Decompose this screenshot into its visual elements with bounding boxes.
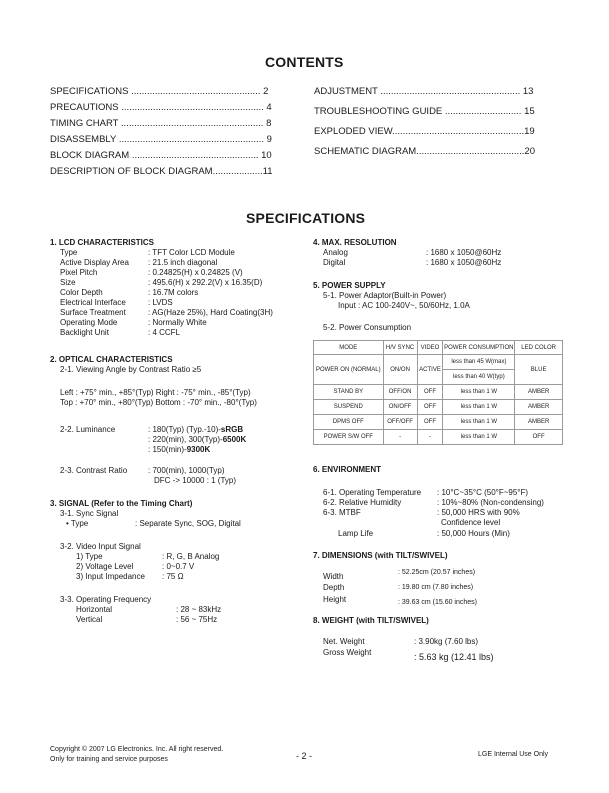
power-cell: less than 1 W bbox=[443, 415, 515, 430]
col-header-sync: H/V SYNC bbox=[383, 341, 417, 355]
lcd-surface-label: Surface Treatment bbox=[60, 308, 126, 317]
mode-cell: SUSPEND bbox=[314, 400, 384, 415]
analog-value: : 1680 x 1050@60Hz bbox=[426, 248, 502, 257]
toc-entry-specifications[interactable]: SPECIFICATIONS ................................................. 2 bbox=[50, 86, 269, 97]
toc-entry-description-block-diagram[interactable]: DESCRIPTION OF BLOCK DIAGRAM...................11 bbox=[50, 166, 273, 177]
input-impedance-value: : 75 Ω bbox=[162, 572, 184, 581]
led-cell: AMBER bbox=[515, 385, 563, 400]
lcd-mode-value: : Normally White bbox=[148, 318, 207, 327]
power-adaptor-label: 5-1. Power Adaptor(Built-in Power) bbox=[323, 291, 447, 300]
lcd-mode-label: Operating Mode bbox=[60, 318, 118, 327]
horizontal-freq-value: : 28 ~ 83kHz bbox=[176, 605, 222, 614]
mode-cell: STAND BY bbox=[314, 385, 384, 400]
contrast-label: 2-3. Contrast Ratio bbox=[60, 466, 128, 475]
sync-power-on: ON/ON bbox=[383, 355, 417, 385]
weight-heading: 8. WEIGHT (with TILT/SWIVEL) bbox=[313, 616, 429, 625]
width-value: : 52.25cm (20.57 inches) bbox=[398, 569, 476, 576]
power-max: less than 45 W(max) bbox=[443, 355, 515, 370]
toc-entry-schematic-diagram[interactable]: SCHEMATIC DIAGRAM.........................................20 bbox=[314, 146, 536, 157]
footer-copyright: Copyright © 2007 LG Electronics. Inc. All right reserved. bbox=[50, 746, 224, 753]
height-label: Height bbox=[323, 595, 347, 604]
voltage-level-value: : 0~0.7 V bbox=[162, 562, 195, 571]
luminance-9300k: : 150(min)-9300K bbox=[148, 445, 211, 454]
power-cell: less than 1 W bbox=[443, 430, 515, 445]
mtbf-value: : 50,000 HRS with 90% bbox=[437, 508, 520, 517]
net-weight-value: : 3.90kg (7.60 lbs) bbox=[414, 637, 479, 646]
mode-power-on: POWER ON (NORMAL) bbox=[314, 355, 384, 385]
lcd-heading: 1. LCD CHARACTERISTICS bbox=[50, 238, 155, 247]
mode-cell: POWER S/W OFF bbox=[314, 430, 384, 445]
lcd-backlight-label: Backlight Unit bbox=[60, 328, 109, 337]
power-consumption-table bbox=[313, 340, 563, 445]
depth-label: Depth bbox=[323, 583, 345, 592]
mode-cell: DPMS OFF bbox=[314, 415, 384, 430]
led-cell: OFF bbox=[515, 430, 563, 445]
video-cell: OFF bbox=[417, 385, 443, 400]
power-typ: less than 40 W(typ) bbox=[443, 370, 515, 385]
vertical-freq-label: Vertical bbox=[76, 615, 103, 624]
voltage-level-label: 2) Voltage Level bbox=[76, 562, 134, 571]
operating-frequency-label: 3-3. Operating Frequency bbox=[60, 595, 152, 604]
sync-type-value: : Separate Sync, SOG, Digital bbox=[135, 519, 241, 528]
horizontal-freq-label: Horizontal bbox=[76, 605, 113, 614]
power-consumption-label: 5-2. Power Consumption bbox=[323, 323, 412, 332]
luminance-srgb: : 180(Typ) (Typ.-10)-sRGB bbox=[148, 425, 244, 434]
luminance-label: 2-2. Luminance bbox=[60, 425, 116, 434]
led-cell: AMBER bbox=[515, 400, 563, 415]
contrast-dfc: DFC -> 10000 : 1 (Typ) bbox=[154, 476, 237, 485]
lcd-pitch-value: : 0.24825(H) x 0.24825 (V) bbox=[148, 268, 243, 277]
optical-heading: 2. OPTICAL CHARACTERISTICS bbox=[50, 355, 173, 364]
lcd-backlight-value: : 4 CCFL bbox=[148, 328, 181, 337]
lcd-interface-label: Electrical Interface bbox=[60, 298, 126, 307]
power-input-spec: Input : AC 100-240V~, 50/60Hz, 1.0A bbox=[338, 301, 470, 310]
mtbf-label: 6-3. MTBF bbox=[323, 508, 361, 517]
table-row bbox=[314, 355, 563, 370]
sync-type-label: • Type bbox=[66, 519, 89, 528]
toc-entry-adjustment[interactable]: ADJUSTMENT ..................................................... 13 bbox=[314, 86, 534, 97]
gross-weight-value: : 5.63 kg (12.41 lbs) bbox=[414, 652, 494, 662]
humidity-value: : 10%~80% (Non-condensing) bbox=[437, 498, 544, 507]
lcd-color-label: Color Depth bbox=[60, 288, 103, 297]
lcd-area-value: : 21.5 inch diagonal bbox=[148, 258, 218, 267]
net-weight-label: Net. Weight bbox=[323, 637, 365, 646]
mtbf-confidence: Confidence level bbox=[441, 518, 501, 527]
power-cell: less than 1 W bbox=[443, 385, 515, 400]
footer-internal-use: LGE Internal Use Only bbox=[478, 751, 549, 758]
sync-cell: ON/OFF bbox=[383, 400, 417, 415]
power-cell: less than 1 W bbox=[443, 400, 515, 415]
gross-weight-label: Gross Weight bbox=[323, 648, 372, 657]
toc-entry-troubleshooting[interactable]: TROUBLESHOOTING GUIDE ............................. 15 bbox=[314, 106, 535, 117]
sync-cell: - bbox=[383, 430, 417, 445]
height-value: : 39.63 cm (15.60 inches) bbox=[398, 599, 477, 606]
luminance-6500k: : 220(min), 300(Typ)-6500K bbox=[148, 435, 247, 444]
lamp-life-value: : 50,000 Hours (Min) bbox=[437, 529, 510, 538]
digital-label: Digital bbox=[323, 258, 346, 267]
vertical-freq-value: : 56 ~ 75Hz bbox=[176, 615, 218, 624]
table-row bbox=[314, 400, 563, 415]
toc-entry-disassembly[interactable]: DISASSEMBLY ....................................................... 9 bbox=[50, 134, 272, 145]
lcd-surface-value: : AG(Haze 25%), Hard Coating(3H) bbox=[148, 308, 273, 317]
lcd-type-value: : TFT Color LCD Module bbox=[148, 248, 235, 257]
sync-signal-label: 3-1. Sync Signal bbox=[60, 509, 119, 518]
viewing-angle-label: 2-1. Viewing Angle by Contrast Ratio ≥5 bbox=[60, 365, 202, 374]
lcd-size-label: Size bbox=[60, 278, 76, 287]
footer-training-note: Only for training and service purposes bbox=[50, 756, 168, 763]
lcd-pitch-label: Pixel Pitch bbox=[60, 268, 98, 277]
sync-cell: OFF/ON bbox=[383, 385, 417, 400]
environment-heading: 6. ENVIRONMENT bbox=[313, 465, 382, 474]
lcd-type-label: Type bbox=[60, 248, 78, 257]
col-header-video: VIDEO bbox=[417, 341, 443, 355]
analog-label: Analog bbox=[323, 248, 348, 257]
video-input-label: 3-2. Video Input Signal bbox=[60, 542, 141, 551]
depth-value: : 19.80 cm (7.80 inches) bbox=[398, 584, 474, 591]
dimensions-heading: 7. DIMENSIONS (with TILT/SWIVEL) bbox=[313, 551, 448, 560]
input-impedance-label: 3) Input Impedance bbox=[76, 572, 145, 581]
max-resolution-heading: 4. MAX. RESOLUTION bbox=[313, 238, 397, 247]
lcd-color-value: : 16.7M colors bbox=[148, 288, 199, 297]
video-cell: OFF bbox=[417, 415, 443, 430]
viewing-left-right: Left : +75° min., +85°(Typ) Right : -75° min., -85°(Typ) bbox=[60, 388, 251, 397]
table-row bbox=[314, 385, 563, 400]
signal-heading: 3. SIGNAL (Refer to the Timing Chart) bbox=[50, 499, 193, 508]
table-row bbox=[314, 415, 563, 430]
contents-title: CONTENTS bbox=[265, 54, 344, 70]
contrast-value: : 700(min), 1000(Typ) bbox=[148, 466, 225, 475]
led-power-on: BLUE bbox=[515, 355, 563, 385]
operating-temp-value: : 10°C~35°C (50°F~95°F) bbox=[437, 488, 529, 497]
video-type-value: : R, G, B Analog bbox=[162, 552, 220, 561]
col-header-led: LED COLOR bbox=[515, 341, 563, 355]
led-cell: AMBER bbox=[515, 415, 563, 430]
table-row bbox=[314, 430, 563, 445]
digital-value: : 1680 x 1050@60Hz bbox=[426, 258, 502, 267]
lcd-area-label: Active Display Area bbox=[60, 258, 129, 267]
lcd-size-value: : 495.6(H) x 292.2(V) x 16.35(D) bbox=[148, 278, 263, 287]
video-power-on: ACTIVE bbox=[417, 355, 443, 385]
table-header-row bbox=[314, 341, 563, 355]
toc-entry-block-diagram[interactable]: BLOCK DIAGRAM ................................................ 10 bbox=[50, 150, 272, 161]
width-label: Width bbox=[323, 572, 344, 581]
power-supply-heading: 5. POWER SUPPLY bbox=[313, 281, 386, 290]
video-cell: - bbox=[417, 430, 443, 445]
page-number: - 2 - bbox=[296, 751, 313, 761]
sync-cell: OFF/OFF bbox=[383, 415, 417, 430]
col-header-power: POWER CONSUMPTION bbox=[443, 341, 515, 355]
viewing-top-bottom: Top : +70° min., +80°(Typ) Bottom : -70° min., -80°(Typ) bbox=[60, 398, 257, 407]
toc-entry-exploded-view[interactable]: EXPLODED VIEW..................................................19 bbox=[314, 126, 535, 137]
col-header-mode: MODE bbox=[314, 341, 384, 355]
video-cell: OFF bbox=[417, 400, 443, 415]
toc-entry-timing-chart[interactable]: TIMING CHART ...................................................... 8 bbox=[50, 118, 272, 129]
video-type-label: 1) Type bbox=[76, 552, 103, 561]
toc-entry-precautions[interactable]: PRECAUTIONS ...................................................... 4 bbox=[50, 102, 272, 113]
lcd-interface-value: : LVDS bbox=[148, 298, 173, 307]
operating-temp-label: 6-1. Operating Temperature bbox=[323, 488, 422, 497]
lamp-life-label: Lamp Life bbox=[338, 529, 374, 538]
specifications-title: SPECIFICATIONS bbox=[246, 210, 366, 226]
humidity-label: 6-2. Relative Humidity bbox=[323, 498, 402, 507]
